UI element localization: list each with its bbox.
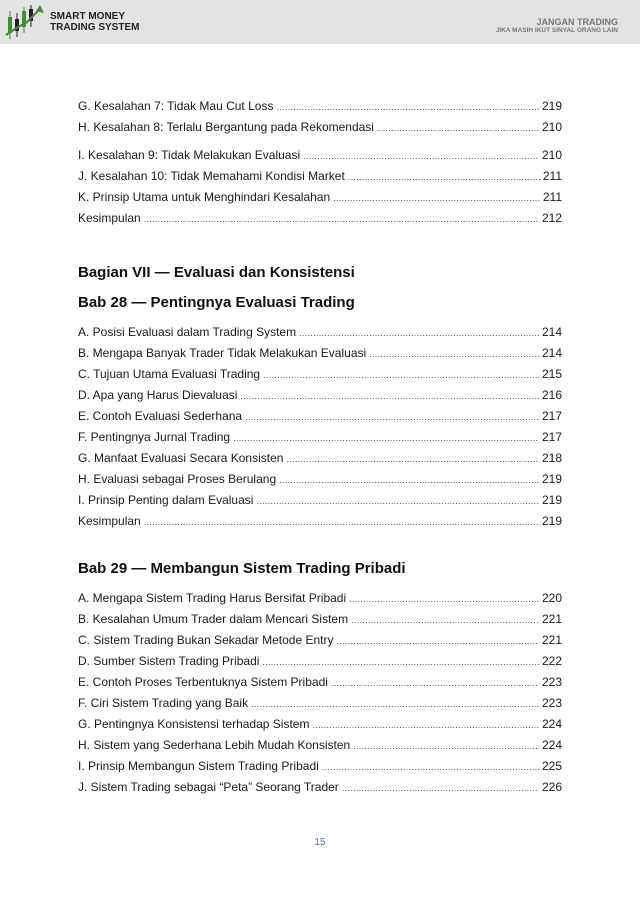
toc-entry-label: B. Kesalahan Umum Trader dalam Mencari Sistem bbox=[78, 612, 349, 626]
toc-entry-label: I. Prinsip Membangun Sistem Trading Pribadi bbox=[78, 759, 319, 773]
toc-leader-dots bbox=[322, 756, 539, 778]
toc-entry-label: Kesimpulan bbox=[78, 211, 141, 225]
toc-entry-page: 219 bbox=[541, 493, 562, 507]
toc-entry-label: Kesimpulan bbox=[78, 514, 141, 528]
toc-entry[interactable] bbox=[78, 322, 562, 343]
toc-entry-page: 210 bbox=[541, 148, 562, 162]
toc-entry[interactable] bbox=[78, 187, 562, 208]
toc-top-group-1 bbox=[78, 96, 562, 138]
toc-entry[interactable] bbox=[78, 448, 562, 469]
toc-entry-label: J. Sistem Trading sebagai “Peta” Seorang Trader bbox=[78, 780, 339, 794]
toc-entry-label: G. Manfaat Evaluasi Secara Konsisten bbox=[78, 451, 284, 465]
toc-entry-page: 219 bbox=[541, 514, 562, 528]
toc-entry-page: 216 bbox=[541, 388, 562, 402]
toc-entry-page: 217 bbox=[541, 409, 562, 423]
page-header bbox=[0, 0, 640, 44]
toc-entry-label: F. Pentingnya Jurnal Trading bbox=[78, 430, 231, 444]
toc-entry-label: I. Kesalahan 9: Tidak Melakukan Evaluasi bbox=[78, 148, 301, 162]
chapter-29-title: Bab 29 — Membangun Sistem Trading Pribadi bbox=[78, 560, 406, 577]
toc-entry-page: 223 bbox=[541, 696, 562, 710]
toc-leader-dots bbox=[303, 145, 539, 167]
toc-entry-page: 224 bbox=[541, 717, 562, 731]
toc-entry[interactable] bbox=[78, 427, 562, 448]
page-number: 15 bbox=[314, 837, 326, 848]
toc-leader-dots bbox=[348, 166, 540, 188]
toc-entry-page: 211 bbox=[542, 169, 562, 183]
toc-entry[interactable] bbox=[78, 756, 562, 777]
toc-entry-label: B. Mengapa Banyak Trader Tidak Melakukan Evaluasi bbox=[78, 346, 367, 360]
toc-entry[interactable] bbox=[78, 511, 562, 532]
toc-leader-dots bbox=[144, 208, 539, 230]
toc-entry-label: D. Apa yang Harus Dievaluasi bbox=[78, 388, 238, 402]
toc-entry[interactable] bbox=[78, 117, 562, 138]
toc-entry-page: 225 bbox=[541, 759, 562, 773]
toc-entry-page: 219 bbox=[541, 99, 562, 113]
candlestick-logo-icon bbox=[4, 3, 46, 43]
toc-entry[interactable] bbox=[78, 672, 562, 693]
toc-entry[interactable] bbox=[78, 735, 562, 756]
toc-entry[interactable] bbox=[78, 490, 562, 511]
toc-entry-label: H. Evaluasi sebagai Proses Berulang bbox=[78, 472, 277, 486]
toc-entry-label: H. Sistem yang Sederhana Lebih Mudah Konsisten bbox=[78, 738, 351, 752]
toc-entry[interactable] bbox=[78, 364, 562, 385]
toc-entry[interactable] bbox=[78, 96, 562, 117]
toc-entry-label: C. Tujuan Utama Evaluasi Trading bbox=[78, 367, 261, 381]
toc-leader-dots bbox=[299, 322, 539, 344]
toc-entry[interactable] bbox=[78, 166, 562, 187]
toc-entry-page: 212 bbox=[541, 211, 562, 225]
toc-entry[interactable] bbox=[78, 651, 562, 672]
toc-entry-page: 217 bbox=[541, 430, 562, 444]
toc-entry-page: 210 bbox=[541, 120, 562, 134]
toc-entry[interactable] bbox=[78, 343, 562, 364]
toc-leader-dots bbox=[286, 448, 539, 470]
toc-entry[interactable] bbox=[78, 406, 562, 427]
toc-entry-label: E. Contoh Evaluasi Sederhana bbox=[78, 409, 243, 423]
toc-entry-label: A. Mengapa Sistem Trading Harus Bersifat Pribadi bbox=[78, 591, 347, 605]
toc-leader-dots bbox=[331, 672, 539, 694]
toc-entry-page: 214 bbox=[541, 346, 562, 360]
toc-entry[interactable] bbox=[78, 208, 562, 229]
toc-entry[interactable] bbox=[78, 145, 562, 166]
toc-leader-dots bbox=[245, 406, 539, 428]
chapter-28-title: Bab 28 — Pentingnya Evaluasi Trading bbox=[78, 294, 355, 311]
toc-entry-label: F. Ciri Sistem Trading yang Baik bbox=[78, 696, 249, 710]
tagline-line-1: JANGAN TRADING bbox=[536, 17, 618, 27]
toc-entry-page: 211 bbox=[542, 190, 562, 204]
toc-leader-dots bbox=[233, 427, 539, 449]
toc-entry-page: 215 bbox=[541, 367, 562, 381]
toc-leader-dots bbox=[342, 777, 539, 799]
brand-name bbox=[50, 11, 139, 33]
chapter-29-entries bbox=[78, 588, 562, 798]
toc-entry[interactable] bbox=[78, 693, 562, 714]
toc-leader-dots bbox=[240, 385, 539, 407]
part-title: Bagian VII — Evaluasi dan Konsistensi bbox=[78, 264, 355, 281]
toc-entry[interactable] bbox=[78, 777, 562, 798]
toc-entry-page: 220 bbox=[541, 591, 562, 605]
toc-leader-dots bbox=[279, 469, 539, 491]
toc-entry-label: E. Contoh Proses Terbentuknya Sistem Pribadi bbox=[78, 675, 328, 689]
toc-entry-label: G. Pentingnya Konsistensi terhadap Sistem bbox=[78, 717, 310, 731]
toc-entry-page: 219 bbox=[541, 472, 562, 486]
toc-leader-dots bbox=[336, 630, 539, 652]
brand-line-2: TRADING SYSTEM bbox=[50, 22, 140, 33]
toc-entry-page: 221 bbox=[541, 612, 562, 626]
toc-entry[interactable] bbox=[78, 588, 562, 609]
toc-entry-page: 226 bbox=[541, 780, 562, 794]
toc-leader-dots bbox=[351, 609, 539, 631]
toc-entry-label: A. Posisi Evaluasi dalam Trading System bbox=[78, 325, 297, 339]
toc-top-group-2 bbox=[78, 145, 562, 229]
toc-entry-label: J. Kesalahan 10: Tidak Memahami Kondisi Market bbox=[78, 169, 345, 183]
toc-entry-page: 218 bbox=[541, 451, 562, 465]
toc-entry-label: I. Prinsip Penting dalam Evaluasi bbox=[78, 493, 254, 507]
brand-line-1: SMART MONEY bbox=[50, 11, 125, 22]
toc-entry-page: 214 bbox=[541, 325, 562, 339]
toc-leader-dots bbox=[369, 343, 539, 365]
toc-leader-dots bbox=[276, 96, 539, 118]
toc-entry[interactable] bbox=[78, 385, 562, 406]
toc-entry[interactable] bbox=[78, 630, 562, 651]
header-tagline bbox=[496, 17, 618, 35]
chapter-28-entries bbox=[78, 322, 562, 532]
toc-leader-dots bbox=[251, 693, 539, 715]
toc-entry-label: D. Sumber Sistem Trading Pribadi bbox=[78, 654, 260, 668]
toc-leader-dots bbox=[333, 187, 540, 209]
toc-entry-label: K. Prinsip Utama untuk Menghindari Kesalahan bbox=[78, 190, 331, 204]
toc-leader-dots bbox=[349, 588, 539, 610]
toc-entry[interactable] bbox=[78, 714, 562, 735]
toc-leader-dots bbox=[263, 364, 539, 386]
toc-entry-page: 224 bbox=[541, 738, 562, 752]
toc-leader-dots bbox=[144, 511, 539, 533]
toc-entry-page: 221 bbox=[541, 633, 562, 647]
toc-entry-label: H. Kesalahan 8: Terlalu Bergantung pada Rekomendasi bbox=[78, 120, 374, 134]
toc-leader-dots bbox=[256, 490, 539, 512]
toc-leader-dots bbox=[353, 735, 539, 757]
toc-entry[interactable] bbox=[78, 469, 562, 490]
toc-leader-dots bbox=[377, 117, 539, 139]
toc-entry-label: G. Kesalahan 7: Tidak Mau Cut Loss bbox=[78, 99, 274, 113]
toc-entry[interactable] bbox=[78, 609, 562, 630]
toc-entry-label: C. Sistem Trading Bukan Sekadar Metode Entry bbox=[78, 633, 334, 647]
toc-leader-dots bbox=[312, 714, 539, 736]
toc-entry-page: 223 bbox=[541, 675, 562, 689]
tagline-line-2: JIKA MASIH IKUT SINYAL ORANG LAIN bbox=[495, 27, 618, 34]
toc-entry-page: 222 bbox=[541, 654, 562, 668]
toc-leader-dots bbox=[262, 651, 539, 673]
